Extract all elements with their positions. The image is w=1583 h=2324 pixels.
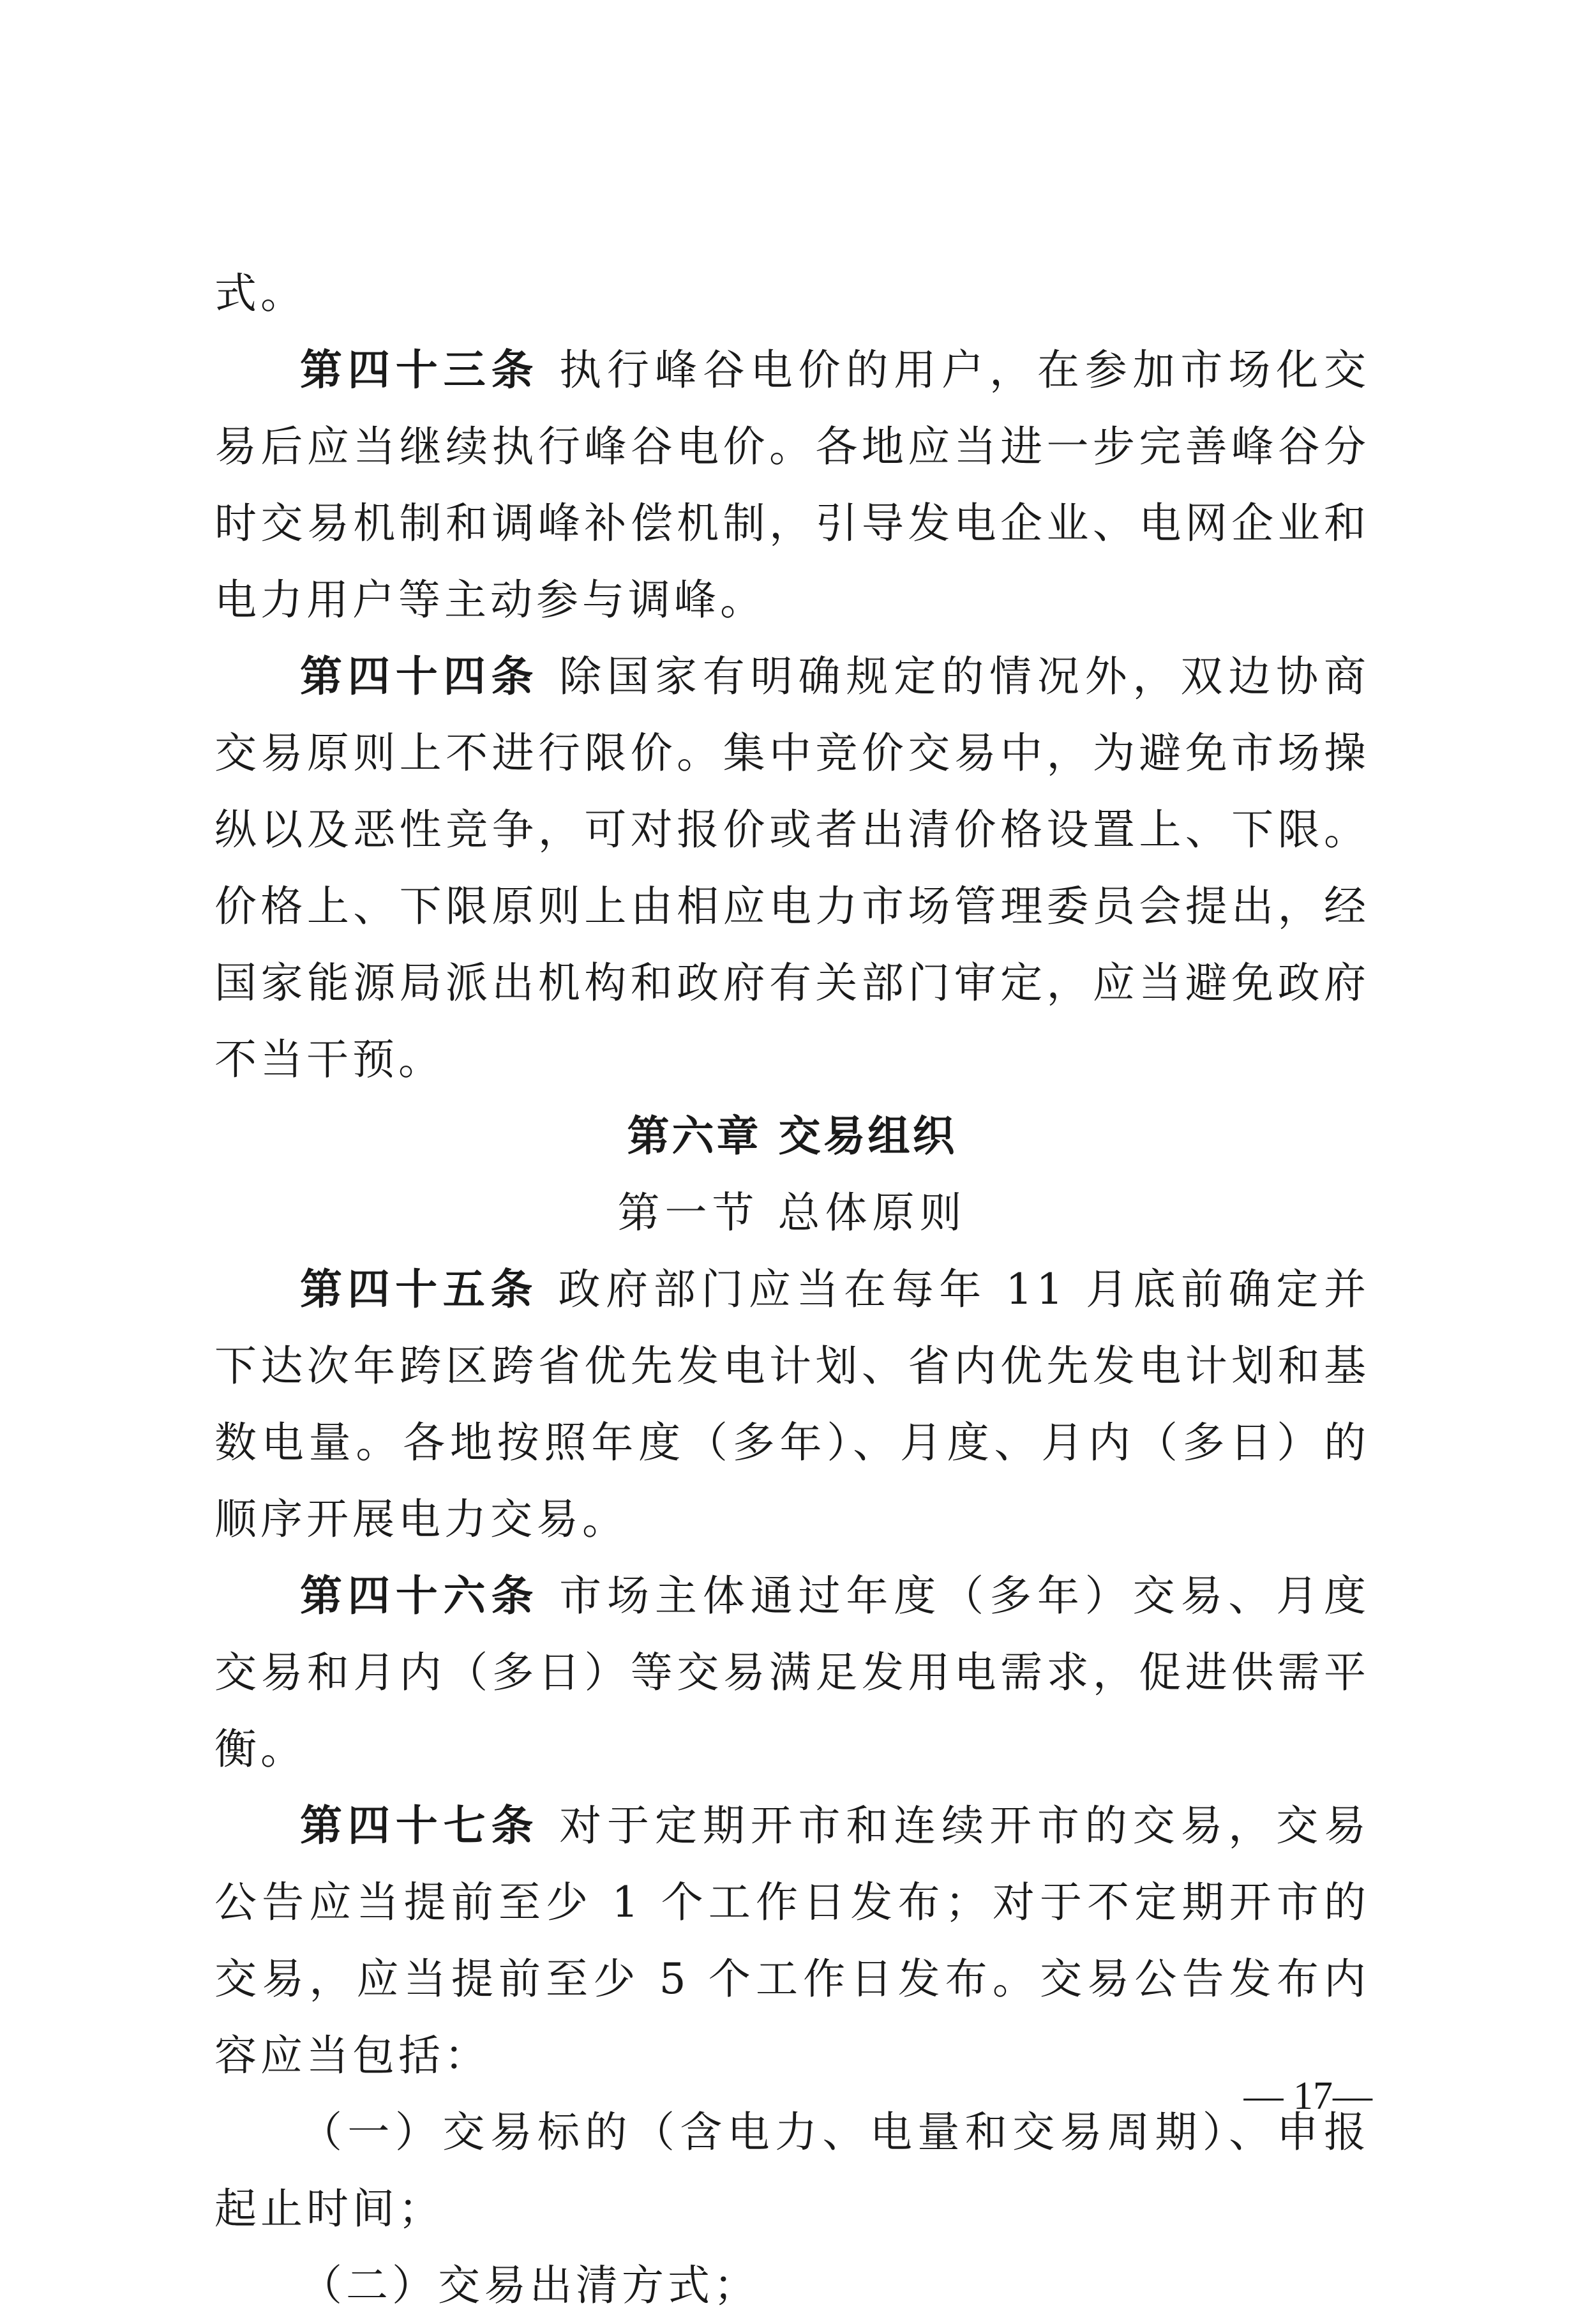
paragraph-continuation: 式。 [214, 269, 306, 318]
article-45-label: 第四十五条 [300, 1265, 538, 1314]
page-number: — 17— [1243, 2074, 1372, 2118]
article-46-text: 市场主体通过年度（多年）交易、月度交易和月内（多日）等交易满足发用电需求，促进供需平衡。 [214, 1571, 1370, 1774]
article-47-text: 对于定期开市和连续开市的交易，交易公告应当提前至少 1 个工作日发布；对于不定期开市的交易，应当提前至少 5 个工作日发布。交易公告发布内容应当包括： [214, 1801, 1370, 2080]
article-47 [214, 1788, 1370, 2094]
article-43-label: 第四十三条 [300, 345, 539, 395]
chapter-title: 第六章 交易组织 [627, 1112, 957, 1161]
article-44-label: 第四十四条 [300, 652, 539, 701]
section-title: 第一节 总体原则 [617, 1188, 967, 1237]
list-item-2: （二）交易出清方式； [300, 2261, 760, 2310]
list-item-1: （一）交易标的（含电力、电量和交易周期）、申报起止时间； [214, 2108, 1370, 2233]
article-44-text: 除国家有明确规定的情况外，双边协商交易原则上不进行限价。集中竞价交易中，为避免市场操纵以及恶性竞争，可对报价或者出清价格设置上、下限。价格上、下限原则上由相应电力市场管理委员会提出，经国家能源局派出机构和政府有关部门审定，应当避免政府不当干预。 [214, 652, 1370, 1084]
article-47-label: 第四十七条 [300, 1801, 539, 1850]
article-46-label: 第四十六条 [300, 1571, 539, 1620]
article-43-text: 执行峰谷电价的用户，在参加市场化交易后应当继续执行峰谷电价。各地应当进一步完善峰谷分时交易机制和调峰补偿机制，引导发电企业、电网企业和电力用户等主动参与调峰。 [214, 345, 1370, 624]
article-43 [214, 332, 1370, 638]
article-45-text: 政府部门应当在每年 11 月底前确定并下达次年跨区跨省优先发电计划、省内优先发电计划和基数电量。各地按照年度（多年）、月度、月内（多日）的顺序开展电力交易。 [214, 1265, 1370, 1544]
article-44 [214, 638, 1370, 1098]
article-45 [214, 1251, 1370, 1558]
document-body [214, 255, 1370, 2324]
article-46 [214, 1558, 1370, 1788]
